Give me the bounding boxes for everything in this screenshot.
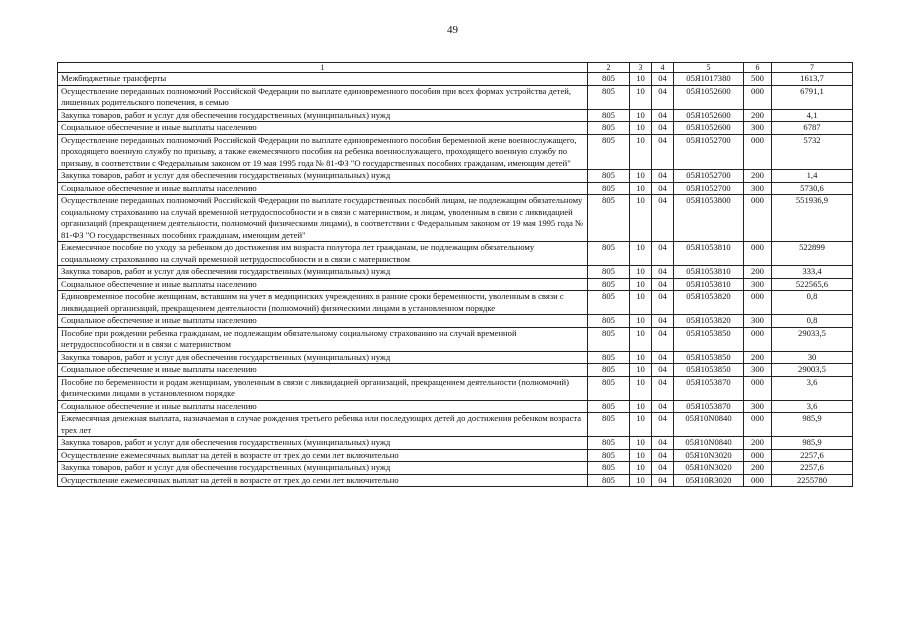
subsection-code-cell: 04: [652, 474, 674, 487]
chapter-code-cell: 10: [630, 364, 652, 377]
header-cell: 1: [58, 63, 588, 73]
header-cell: 5: [674, 63, 744, 73]
subsection-code-cell: 04: [652, 364, 674, 377]
target-article-cell: 05Я10R3020: [674, 474, 744, 487]
target-article-cell: 05Я1053850: [674, 327, 744, 351]
target-article-cell: 05Я10N3020: [674, 449, 744, 462]
amount-cell: 2257,6: [772, 449, 853, 462]
table-row: [58, 474, 853, 487]
table-row: [58, 134, 853, 170]
row-name-cell: Закупка товаров, работ и услуг для обеспечения государственных (муниципальных) нужд: [58, 266, 588, 279]
section-code-cell: 805: [588, 266, 630, 279]
chapter-code-cell: 10: [630, 315, 652, 328]
table-row: [58, 364, 853, 377]
row-name-cell: Социальное обеспечение и иные выплаты населению: [58, 400, 588, 413]
chapter-code-cell: 10: [630, 437, 652, 450]
chapter-code-cell: 10: [630, 266, 652, 279]
section-code-cell: 805: [588, 109, 630, 122]
expense-type-cell: 000: [744, 474, 772, 487]
subsection-code-cell: 04: [652, 134, 674, 170]
table-row: [58, 182, 853, 195]
row-name-cell: Осуществление переданных полномочий Российской Федерации по выплате государственных пособий лицам, не подлежащим обязательному социальному страхованию на случай временной нетрудоспособности и в связи с материнством, и лицам, уволенным в связи с ликвидацией организаций (прекращением деятельности, полномочий физическими лицами), в соответствии с Федеральным законом от 19 мая 1995 года № 81-ФЗ "О государственных пособиях гражданам, имеющим детей": [58, 195, 588, 242]
section-code-cell: 805: [588, 437, 630, 450]
amount-cell: 29003,5: [772, 364, 853, 377]
amount-cell: 2257,6: [772, 462, 853, 475]
chapter-code-cell: 10: [630, 242, 652, 266]
chapter-code-cell: 10: [630, 376, 652, 400]
section-code-cell: 805: [588, 376, 630, 400]
target-article-cell: 05Я1053820: [674, 315, 744, 328]
page-number: 49: [447, 24, 458, 36]
amount-cell: 0,8: [772, 315, 853, 328]
subsection-code-cell: 04: [652, 291, 674, 315]
target-article-cell: 05Я1053870: [674, 400, 744, 413]
chapter-code-cell: 10: [630, 182, 652, 195]
row-name-cell: Закупка товаров, работ и услуг для обеспечения государственных (муниципальных) нужд: [58, 437, 588, 450]
target-article-cell: 05Я10N0840: [674, 437, 744, 450]
section-code-cell: 805: [588, 327, 630, 351]
chapter-code-cell: 10: [630, 400, 652, 413]
expense-type-cell: 000: [744, 376, 772, 400]
subsection-code-cell: 04: [652, 437, 674, 450]
chapter-code-cell: 10: [630, 462, 652, 475]
expense-type-cell: 200: [744, 462, 772, 475]
row-name-cell: Осуществление ежемесячных выплат на детей в возрасте от трех до семи лет включительно: [58, 449, 588, 462]
row-name-cell: Ежемесячная денежная выплата, назначаемая в случае рождения третьего ребенка или последующих детей до достижения ребенком возраста трех лет: [58, 413, 588, 437]
chapter-code-cell: 10: [630, 449, 652, 462]
row-name-cell: Осуществление ежемесячных выплат на детей в возрасте от трех до семи лет включительно: [58, 474, 588, 487]
amount-cell: 29033,5: [772, 327, 853, 351]
row-name-cell: Закупка товаров, работ и услуг для обеспечения государственных (муниципальных) нужд: [58, 109, 588, 122]
amount-cell: 3,6: [772, 376, 853, 400]
target-article-cell: 05Я1053850: [674, 351, 744, 364]
section-code-cell: 805: [588, 400, 630, 413]
amount-cell: 5732: [772, 134, 853, 170]
section-code-cell: 805: [588, 351, 630, 364]
subsection-code-cell: 04: [652, 462, 674, 475]
target-article-cell: 05Я1053850: [674, 364, 744, 377]
row-name-cell: Закупка товаров, работ и услуг для обеспечения государственных (муниципальных) нужд: [58, 170, 588, 183]
subsection-code-cell: 04: [652, 73, 674, 86]
row-name-cell: Межбюджетные трансферты: [58, 73, 588, 86]
row-name-cell: Единовременное пособие женщинам, вставшим на учет в медицинских учреждениях в ранние сроки беременности, уволенным в связи с ликвидацией организаций, прекращением деятельности (полномочий) физическими лицами в установленном порядке: [58, 291, 588, 315]
chapter-code-cell: 10: [630, 195, 652, 242]
expense-type-cell: 300: [744, 364, 772, 377]
row-name-cell: Осуществление переданных полномочий Российской Федерации по выплате единовременного пособия при всех формах устройства детей, лишенных родительского попечения, в семью: [58, 85, 588, 109]
section-code-cell: 805: [588, 462, 630, 475]
section-code-cell: 805: [588, 122, 630, 135]
expense-type-cell: 200: [744, 351, 772, 364]
row-name-cell: Осуществление переданных полномочий Российской Федерации по выплате единовременного пособия беременной жене военнослужащего, проходящего военную службу по призыву, а также ежемесячного пособия на ребенка военнослужащего, проходящего военную службу по призыву, в соответствии с Федеральным законом от 19 мая 1995 года № 81-ФЗ "О государственных пособиях гражданам, имеющим детей": [58, 134, 588, 170]
amount-cell: 2255780: [772, 474, 853, 487]
header-cell: 7: [772, 63, 853, 73]
table-header-row: [58, 63, 853, 73]
target-article-cell: 05Я1053870: [674, 376, 744, 400]
table-row: [58, 462, 853, 475]
target-article-cell: 05Я1017380: [674, 73, 744, 86]
subsection-code-cell: 04: [652, 400, 674, 413]
expense-type-cell: 500: [744, 73, 772, 86]
section-code-cell: 805: [588, 474, 630, 487]
row-name-cell: Ежемесячное пособие по уходу за ребенком до достижения им возраста полутора лет гражданам, не подлежащим обязательному социальному страхованию на случай временной нетрудоспособности и в связи с материнством: [58, 242, 588, 266]
section-code-cell: 805: [588, 170, 630, 183]
chapter-code-cell: 10: [630, 327, 652, 351]
amount-cell: 1,4: [772, 170, 853, 183]
chapter-code-cell: 10: [630, 122, 652, 135]
subsection-code-cell: 04: [652, 122, 674, 135]
subsection-code-cell: 04: [652, 376, 674, 400]
table-row: [58, 376, 853, 400]
row-name-cell: Социальное обеспечение и иные выплаты населению: [58, 278, 588, 291]
row-name-cell: Социальное обеспечение и иные выплаты населению: [58, 315, 588, 328]
header-cell: 2: [588, 63, 630, 73]
subsection-code-cell: 04: [652, 182, 674, 195]
table-row: [58, 351, 853, 364]
table-row: [58, 291, 853, 315]
table-row: [58, 195, 853, 242]
header-cell: 3: [630, 63, 652, 73]
table-row: [58, 266, 853, 279]
chapter-code-cell: 10: [630, 134, 652, 170]
amount-cell: 5730,6: [772, 182, 853, 195]
expense-type-cell: 000: [744, 413, 772, 437]
amount-cell: 985,9: [772, 437, 853, 450]
expense-type-cell: 300: [744, 122, 772, 135]
expense-type-cell: 000: [744, 85, 772, 109]
amount-cell: 1613,7: [772, 73, 853, 86]
chapter-code-cell: 10: [630, 85, 652, 109]
table-row: [58, 122, 853, 135]
expense-type-cell: 000: [744, 291, 772, 315]
target-article-cell: 05Я1052700: [674, 182, 744, 195]
amount-cell: 0,8: [772, 291, 853, 315]
expense-type-cell: 200: [744, 170, 772, 183]
expense-type-cell: 000: [744, 449, 772, 462]
subsection-code-cell: 04: [652, 413, 674, 437]
section-code-cell: 805: [588, 291, 630, 315]
budget-table: [57, 62, 853, 487]
amount-cell: 3,6: [772, 400, 853, 413]
chapter-code-cell: 10: [630, 73, 652, 86]
table-row: [58, 449, 853, 462]
amount-cell: 551936,9: [772, 195, 853, 242]
section-code-cell: 805: [588, 134, 630, 170]
table-row: [58, 413, 853, 437]
amount-cell: 522899: [772, 242, 853, 266]
table-row: [58, 170, 853, 183]
section-code-cell: 805: [588, 364, 630, 377]
target-article-cell: 05Я1052700: [674, 134, 744, 170]
target-article-cell: 05Я1052600: [674, 122, 744, 135]
row-name-cell: Пособие по беременности и родам женщинам, уволенным в связи с ликвидацией организаций, прекращением деятельности (полномочий) физическими лицами в установленном порядке: [58, 376, 588, 400]
amount-cell: 6787: [772, 122, 853, 135]
expense-type-cell: 200: [744, 266, 772, 279]
chapter-code-cell: 10: [630, 291, 652, 315]
chapter-code-cell: 10: [630, 109, 652, 122]
table-row: [58, 437, 853, 450]
target-article-cell: 05Я1053810: [674, 242, 744, 266]
section-code-cell: 805: [588, 73, 630, 86]
expense-type-cell: 300: [744, 182, 772, 195]
section-code-cell: 805: [588, 449, 630, 462]
section-code-cell: 805: [588, 278, 630, 291]
amount-cell: 333,4: [772, 266, 853, 279]
row-name-cell: Социальное обеспечение и иные выплаты населению: [58, 122, 588, 135]
header-cell: 6: [744, 63, 772, 73]
header-cell: 4: [652, 63, 674, 73]
table-row: [58, 400, 853, 413]
target-article-cell: 05Я1053810: [674, 278, 744, 291]
amount-cell: 985,9: [772, 413, 853, 437]
expense-type-cell: 300: [744, 315, 772, 328]
amount-cell: 6791,1: [772, 85, 853, 109]
amount-cell: 30: [772, 351, 853, 364]
section-code-cell: 805: [588, 182, 630, 195]
subsection-code-cell: 04: [652, 449, 674, 462]
amount-cell: 522565,6: [772, 278, 853, 291]
expense-type-cell: 000: [744, 195, 772, 242]
subsection-code-cell: 04: [652, 351, 674, 364]
expense-type-cell: 000: [744, 134, 772, 170]
target-article-cell: 05Я10N3020: [674, 462, 744, 475]
row-name-cell: Закупка товаров, работ и услуг для обеспечения государственных (муниципальных) нужд: [58, 462, 588, 475]
expense-type-cell: 200: [744, 437, 772, 450]
row-name-cell: Социальное обеспечение и иные выплаты населению: [58, 182, 588, 195]
subsection-code-cell: 04: [652, 327, 674, 351]
target-article-cell: 05Я1052600: [674, 85, 744, 109]
subsection-code-cell: 04: [652, 278, 674, 291]
expense-type-cell: 200: [744, 109, 772, 122]
chapter-code-cell: 10: [630, 474, 652, 487]
chapter-code-cell: 10: [630, 413, 652, 437]
section-code-cell: 805: [588, 85, 630, 109]
chapter-code-cell: 10: [630, 351, 652, 364]
expense-type-cell: 000: [744, 242, 772, 266]
target-article-cell: 05Я1053820: [674, 291, 744, 315]
expense-type-cell: 300: [744, 400, 772, 413]
subsection-code-cell: 04: [652, 242, 674, 266]
expense-type-cell: 300: [744, 278, 772, 291]
subsection-code-cell: 04: [652, 170, 674, 183]
row-name-cell: Пособие при рождении ребенка гражданам, не подлежащим обязательному социальному страхованию на случай временной нетрудоспособности и в связи с материнством: [58, 327, 588, 351]
section-code-cell: 805: [588, 413, 630, 437]
section-code-cell: 805: [588, 195, 630, 242]
target-article-cell: 05Я1052600: [674, 109, 744, 122]
section-code-cell: 805: [588, 315, 630, 328]
table-row: [58, 315, 853, 328]
section-code-cell: 805: [588, 242, 630, 266]
table-row: [58, 73, 853, 86]
table-row: [58, 242, 853, 266]
table-row: [58, 85, 853, 109]
target-article-cell: 05Я10N0840: [674, 413, 744, 437]
subsection-code-cell: 04: [652, 85, 674, 109]
table-row: [58, 109, 853, 122]
table-row: [58, 278, 853, 291]
row-name-cell: Закупка товаров, работ и услуг для обеспечения государственных (муниципальных) нужд: [58, 351, 588, 364]
subsection-code-cell: 04: [652, 109, 674, 122]
expense-type-cell: 000: [744, 327, 772, 351]
subsection-code-cell: 04: [652, 315, 674, 328]
row-name-cell: Социальное обеспечение и иные выплаты населению: [58, 364, 588, 377]
chapter-code-cell: 10: [630, 278, 652, 291]
target-article-cell: 05Я1053810: [674, 266, 744, 279]
target-article-cell: 05Я1052700: [674, 170, 744, 183]
chapter-code-cell: 10: [630, 170, 652, 183]
target-article-cell: 05Я1053800: [674, 195, 744, 242]
amount-cell: 4,1: [772, 109, 853, 122]
table-row: [58, 327, 853, 351]
subsection-code-cell: 04: [652, 266, 674, 279]
subsection-code-cell: 04: [652, 195, 674, 242]
